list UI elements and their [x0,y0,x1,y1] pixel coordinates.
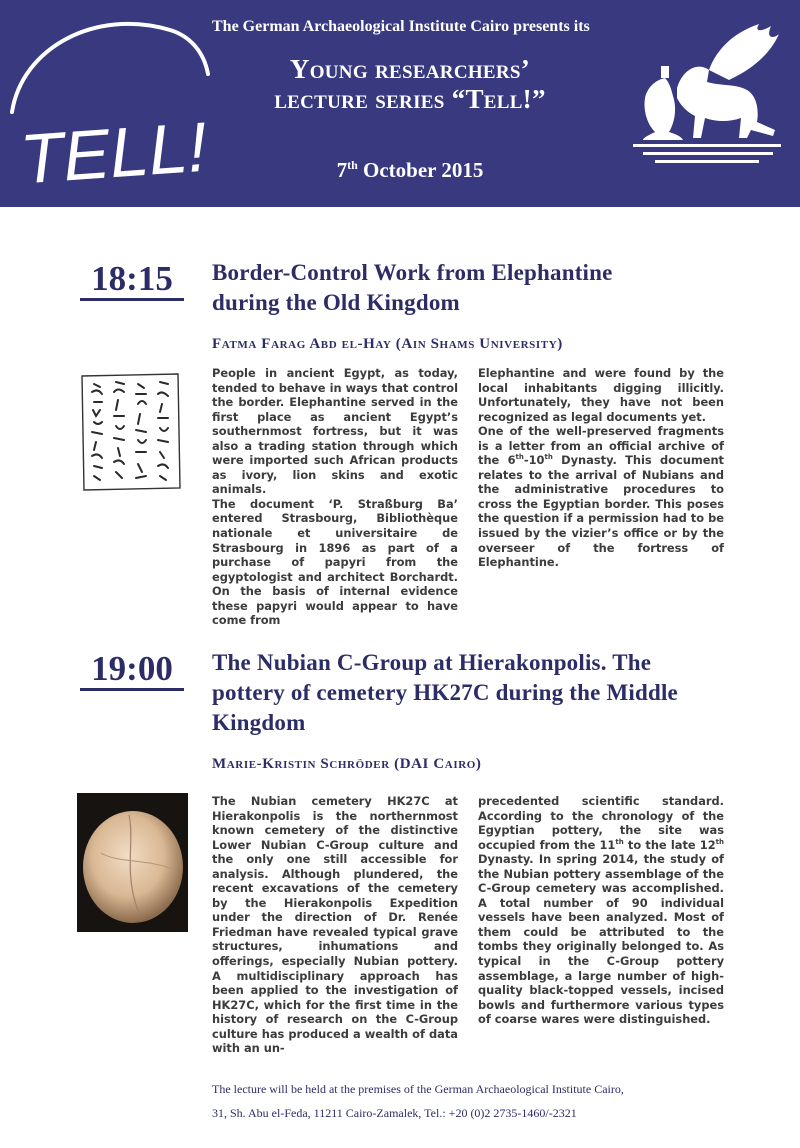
series-title-line2: lecture series “Tell!” [274,84,546,114]
abstract-text: to the late 12 [623,837,716,852]
abstract-paragraph [478,794,724,1027]
lecture-abstract-col1 [212,794,458,1056]
footer-address: 31, Sh. Abu el-Feda, 11211 Cairo-Zamalek, Tel.: +20 (0)2 2735-1460/-2321 [212,1106,577,1120]
header-banner [0,0,800,207]
lecture-speaker: Marie-Kristin Schröder (DAI Cairo) [212,756,482,772]
lecture-title [212,258,752,318]
abstract-text: -10 [523,453,545,468]
lecture-title-line: Kingdom [212,710,306,735]
abstract-paragraph [478,424,724,569]
hieroglyphic-papyrus-image [78,370,184,494]
pottery-sherd-image [77,793,188,932]
event-date [200,158,620,183]
abstract-paragraph: Elephantine and were found by the local inhabitants digging illicitly. Unfortunately, they have not been recognized as legal documents yet. [478,366,724,424]
lecture-abstract-col2 [478,794,724,1027]
pottery-sherd-icon [77,793,188,932]
date-day: 7 [336,158,348,182]
tell-logo [0,0,215,207]
abstract-text: One of the well-preserved fragments is a letter from an official archive of the 6 [478,424,724,468]
lecture-title-line: The Nubian C-Group at Hierakonpolis. The [212,650,652,675]
tell-logo-text: TELL! [17,107,210,199]
lecture-speaker: Fatma Farag Abd el-Hay (Ain Shams University) [212,336,563,352]
superscript: th [544,453,553,462]
lecture-time: 19:00 [80,652,184,691]
date-suffix: th [347,158,358,172]
series-title-line1: Young researchers’ [289,54,531,84]
lecture-title-line: Border-Control Work from Elephantine [212,260,613,285]
abstract-paragraph: The Nubian cemetery HK27C at Hierakonpolis is the northernmost known cemetery of the distinctive Lower Nubian C-Group culture and the only one still accessible for analysis. Although plundered, the recent excavations of the cemetery by the Hierakonpolis Expedition under the direction of Dr. Renée Friedman have revealed typical grave structures, inhumations and offerings, especially Nubian pottery. A multidisciplinary approach has been applied to the investigation of HK27C, which for the first time in the history of research on the C-Group culture has produced a wealth of data with an un- [212,794,458,1056]
griffin-logo-icon [625,18,785,178]
superscript: th [515,453,524,462]
lecture-abstract-col1 [212,366,458,628]
superscript: th [715,837,725,846]
abstract-paragraph: People in ancient Egypt, as today, tended to behave in ways that control the border. Elephantine served in the first place as ancient Egypt’s southernmost fortress, but it was also a trading station through which were imported such African products as ivory, lion skins and exotic animals. [212,366,458,497]
lecture-title-line: pottery of cemetery HK27C during the Middle [212,680,678,705]
series-title [200,54,620,114]
date-rest: October 2015 [357,158,484,182]
lecture-title-line: during the Old Kingdom [212,290,460,315]
abstract-text: Dynasty. This document relates to the arrival of Nubians and the administrative procedures to cross the Egyptian border. This poses the question if a permission had to be issued by the vizier’s office or by the overseer of the fortress of Elephantine. [478,453,724,570]
abstract-text: Dynasty. In spring 2014, the study of the Nubian pottery assemblage of the C-Group cemetery was accomplished. A total number of 90 individual vessels have been analyzed. Most of them could be attributed to the tombs they originally belonged to. As typical in the C-Group pottery assemblage, a large number of high-quality black-topped vessels, incised bowls and furthermore various types of coarse wares were distinguished. [478,852,724,1027]
superscript: th [615,837,624,846]
abstract-text: precedented scientific standard. According to the chronology of the Egyptian pottery, the site was occupied from the 11 [478,794,724,852]
lecture-time: 18:15 [80,262,184,301]
lecture-title [212,648,752,738]
presents-line: The German Archaeological Institute Cairo presents its [212,18,590,35]
lecture-abstract-col2 [478,366,724,570]
footer-venue: The lecture will be held at the premises of the German Archaeological Institute Cairo, [212,1082,624,1096]
abstract-paragraph: The document ‘P. Straßburg Ba’ entered Strasbourg, Bibliothèque nationale et universitaire de Strasbourg in 1896 as part of a purchase of papyri from the egyptologist and architect Borchardt. On the basis of internal evidence these papyri would appear to have come from [212,496,458,628]
